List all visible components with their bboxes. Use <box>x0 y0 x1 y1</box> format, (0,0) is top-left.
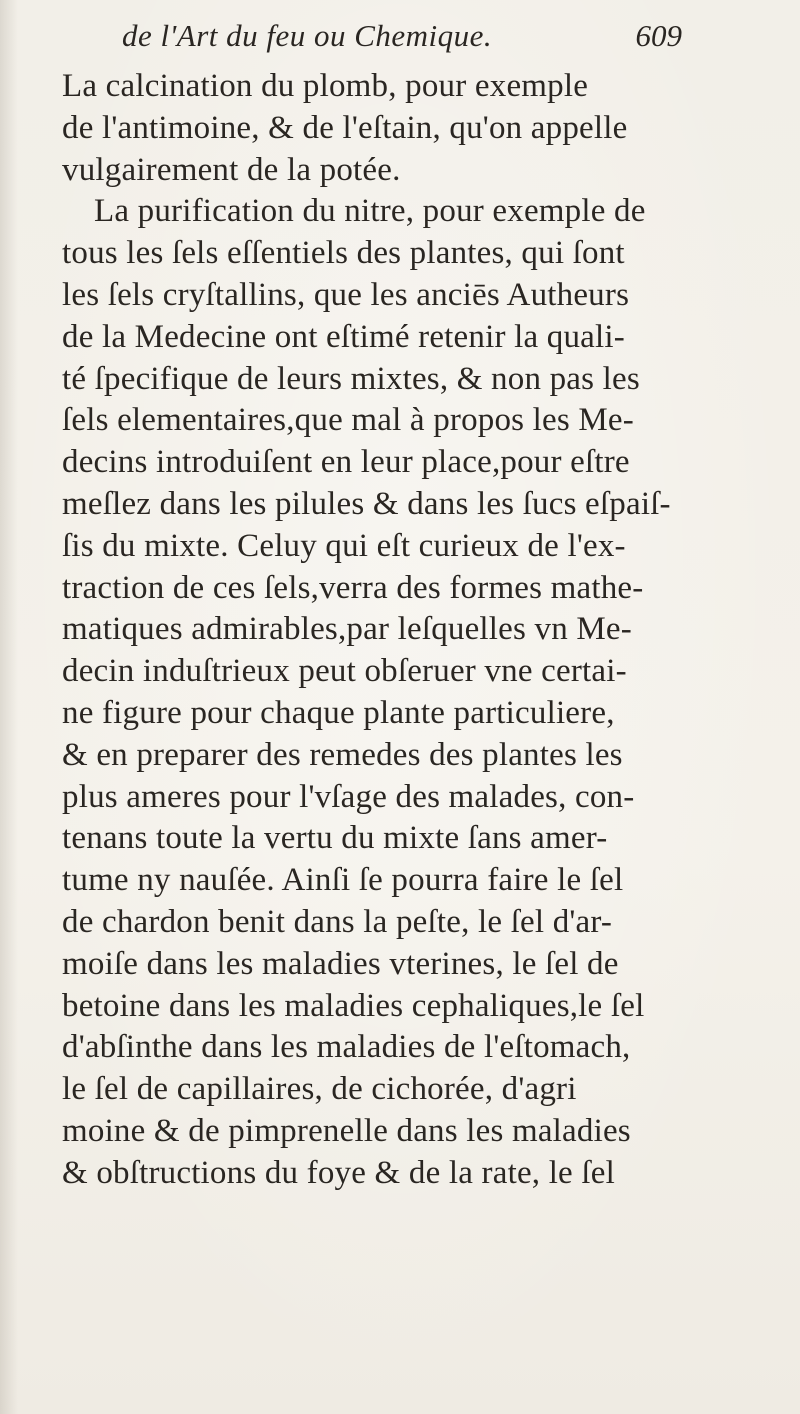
text-line: de l'antimoine, & de l'eſtain, qu'on appelle <box>62 109 628 146</box>
text-line: & obſtructions du foye & de la rate, le ſel <box>62 1154 615 1191</box>
text-line: ne figure pour chaque plante particuliere, <box>62 694 615 731</box>
body-text <box>62 66 792 1195</box>
text-line: decins introduiſent en leur place,pour eſtre <box>62 444 630 481</box>
text-line: plus ameres pour l'vſage des malades, con- <box>62 778 635 815</box>
text-line: de chardon benit dans la peſte, le ſel d'ar- <box>62 903 613 940</box>
text-line: tous les ſels eſſentiels des plantes, qui ſont <box>62 235 625 272</box>
text-line: de la Medecine ont eſtimé retenir la quali- <box>62 318 625 355</box>
text-line: tenans toute la vertu du mixte ſans amer- <box>62 820 608 857</box>
text-line: La purification du nitre, pour exemple de <box>94 193 646 230</box>
text-line: le ſel de capillaires, de cichorée, d'agri <box>62 1071 577 1108</box>
text-line: traction de ces ſels,verra des formes mathe- <box>62 569 644 606</box>
page-number: 609 <box>635 18 682 53</box>
text-line: vulgairement de la potée. <box>62 151 401 188</box>
text-line: moine & de pimprenelle dans les maladies <box>62 1112 631 1149</box>
page-header <box>122 18 682 62</box>
text-line: té ſpecifique de leurs mixtes, & non pas les <box>62 360 640 397</box>
text-line: les ſels cryſtallins, que les anciēs Autheurs <box>62 276 630 313</box>
text-line: moiſe dans les maladies vterines, le ſel de <box>62 945 619 982</box>
text-line: La calcination du plomb, pour exemple <box>62 68 589 104</box>
text-line: d'abſinthe dans les maladies de l'eſtomach, <box>62 1029 631 1066</box>
text-line: tume ny nauſée. Ainſi ſe pourra faire le ſel <box>62 862 624 899</box>
text-line: ſis du mixte. Celuy qui eſt curieux de l'ex- <box>62 527 626 564</box>
text-line: ſels elementaires,que mal à propos les Me- <box>62 402 634 439</box>
text-line: decin induſtrieux peut obſeruer vne certai- <box>62 653 627 690</box>
running-head: de l'Art du feu ou Chemique. <box>122 18 493 53</box>
text-line: betoine dans les maladies cephaliques,le ſel <box>62 987 645 1024</box>
text-line: matiques admirables,par leſquelles vn Me- <box>62 611 632 648</box>
text-line: & en preparer des remedes des plantes les <box>62 736 623 773</box>
text-line: meſlez dans les pilules & dans les ſucs eſpaiſ- <box>62 485 671 522</box>
page-gutter-shadow <box>0 0 18 1414</box>
